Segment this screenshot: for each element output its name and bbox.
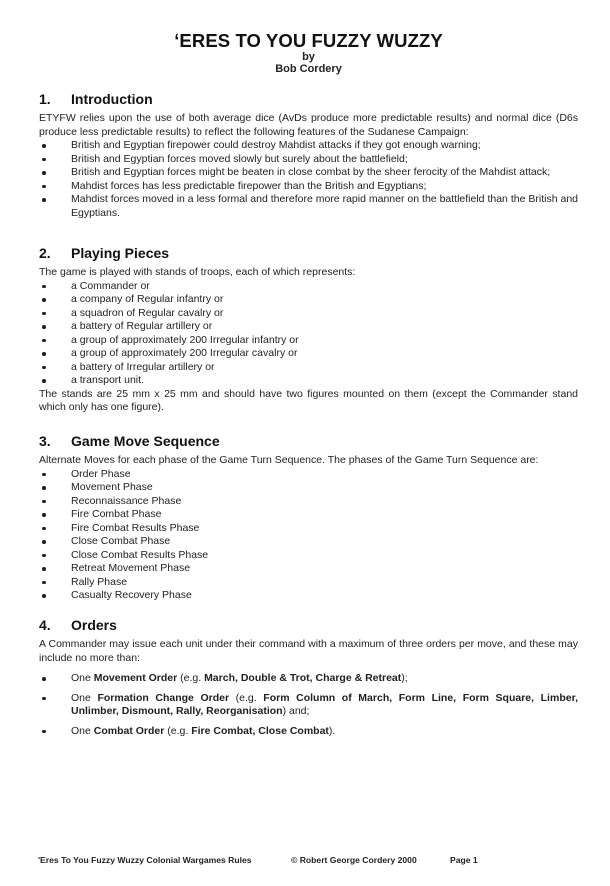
list-item: British and Egyptian forces might be beaten in close combat by the sheer ferocity of the Mahdist attack; — [39, 166, 578, 180]
document-title: ‘ERES TO YOU FUZZY WUZZY — [174, 30, 443, 51]
section-heading — [39, 245, 578, 262]
bullet-icon — [39, 307, 71, 321]
list-item: a squadron of Regular cavalry or — [39, 307, 578, 321]
list-item: Fire Combat Phase — [39, 508, 578, 522]
list-item: a battery of Regular artillery or — [39, 320, 578, 334]
bullet-icon — [39, 320, 71, 334]
section-heading — [39, 617, 578, 634]
bullet-icon — [39, 549, 71, 563]
bullet-icon — [39, 535, 71, 549]
bullet-icon — [39, 334, 71, 348]
bullet-icon — [39, 153, 71, 167]
section-paragraph: The game is played with stands of troops, each of which represents: — [39, 266, 356, 278]
footer-page-number: Page 1 — [450, 855, 478, 865]
section-title: Playing Pieces — [71, 245, 170, 261]
list-item: Order Phase — [39, 468, 578, 482]
page-footer — [38, 855, 578, 867]
list-item: Retreat Movement Phase — [39, 562, 578, 576]
list-item: Mahdist forces has less predictable firepower than the British and Egyptians; — [39, 180, 578, 194]
section-playing-pieces — [39, 245, 578, 415]
list-item: a Commander or — [39, 280, 578, 294]
bullet-icon — [39, 293, 71, 307]
section-number: 3. — [39, 433, 51, 449]
section-paragraph: A Commander may issue each unit under their command with a maximum of three orders per move, and these may include no more than: — [39, 638, 578, 664]
list-item: British and Egyptian firepower could destroy Mahdist attacks if they got enough warning; — [39, 139, 578, 153]
section-number: 2. — [39, 245, 51, 261]
bullet-icon — [39, 468, 71, 482]
list-item: One Combat Order (e.g. Fire Combat, Close Combat). — [39, 725, 578, 739]
list-item: a company of Regular infantry or — [39, 293, 578, 307]
bullet-icon — [39, 495, 71, 509]
bullet-icon — [39, 374, 71, 388]
section-paragraph: ETYFW relies upon the use of both average dice (AvDs produce more predictable results) and normal dice (D6s produce less predictable results) to reflect the following features of the Sudanese Campaign: — [39, 112, 578, 138]
footer-copyright: © Robert George Cordery 2000 — [291, 855, 417, 865]
list-item: One Movement Order (e.g. March, Double & Trot, Charge & Retreat); — [39, 672, 578, 686]
section-paragraph: The stands are 25 mm x 25 mm and should have two figures mounted on them (except the Commander stand which only has one figure). — [39, 387, 578, 413]
list-item: Rally Phase — [39, 576, 578, 590]
bullet-icon — [39, 166, 71, 180]
list-item: a transport unit. — [39, 374, 578, 388]
section-title: Orders — [71, 617, 117, 633]
bullet-icon — [39, 562, 71, 576]
bullet-icon — [39, 508, 71, 522]
section-number: 1. — [39, 91, 51, 107]
section-title: Game Move Sequence — [71, 433, 220, 449]
section-introduction — [39, 91, 578, 220]
list-item: Close Combat Phase — [39, 535, 578, 549]
bullet-list — [39, 468, 578, 603]
list-item: a battery of Irregular artillery or — [39, 361, 578, 375]
document-author: Bob Cordery — [275, 63, 342, 75]
bullet-icon — [39, 180, 71, 194]
section-title: Introduction — [71, 91, 153, 107]
list-item: Reconnaissance Phase — [39, 495, 578, 509]
bullet-list — [39, 672, 578, 738]
bullet-list — [39, 280, 578, 388]
footer-title: 'Eres To You Fuzzy Wuzzy Colonial Wargames Rules — [38, 855, 252, 865]
title-block — [39, 0, 578, 75]
section-paragraph: Alternate Moves for each phase of the Game Turn Sequence. The phases of the Game Turn Sequence are: — [39, 454, 539, 466]
bullet-icon — [39, 672, 71, 686]
bullet-icon — [39, 280, 71, 294]
list-item: a group of approximately 200 Irregular infantry or — [39, 334, 578, 348]
list-item: One Formation Change Order (e.g. Form Column of March, Form Line, Form Square, Limber, Unlimber, Dismount, Rally, Reorganisation) and; — [39, 692, 578, 719]
bullet-icon — [39, 139, 71, 153]
section-heading — [39, 91, 578, 108]
bullet-icon — [39, 589, 71, 603]
list-item: Movement Phase — [39, 481, 578, 495]
section-orders — [39, 617, 578, 744]
section-heading — [39, 433, 578, 450]
bullet-icon — [39, 347, 71, 361]
bullet-icon — [39, 725, 71, 739]
bullet-icon — [39, 522, 71, 536]
bullet-icon — [39, 481, 71, 495]
bullet-list — [39, 139, 578, 220]
list-item: Casualty Recovery Phase — [39, 589, 578, 603]
section-number: 4. — [39, 617, 51, 633]
bullet-icon — [39, 361, 71, 375]
section-game-move-sequence — [39, 433, 578, 603]
list-item: a group of approximately 200 Irregular cavalry or — [39, 347, 578, 361]
document-page — [39, 0, 578, 737]
list-item: Fire Combat Results Phase — [39, 522, 578, 536]
list-item: British and Egyptian forces moved slowly but surely about the battlefield; — [39, 153, 578, 167]
list-item: Mahdist forces moved in a less formal and therefore more rapid manner on the battlefield than the British and Egyptians. — [39, 193, 578, 220]
bullet-icon — [39, 193, 71, 220]
bullet-icon — [39, 692, 71, 719]
list-item: Close Combat Results Phase — [39, 549, 578, 563]
bullet-icon — [39, 576, 71, 590]
byline-by: by — [302, 51, 315, 63]
